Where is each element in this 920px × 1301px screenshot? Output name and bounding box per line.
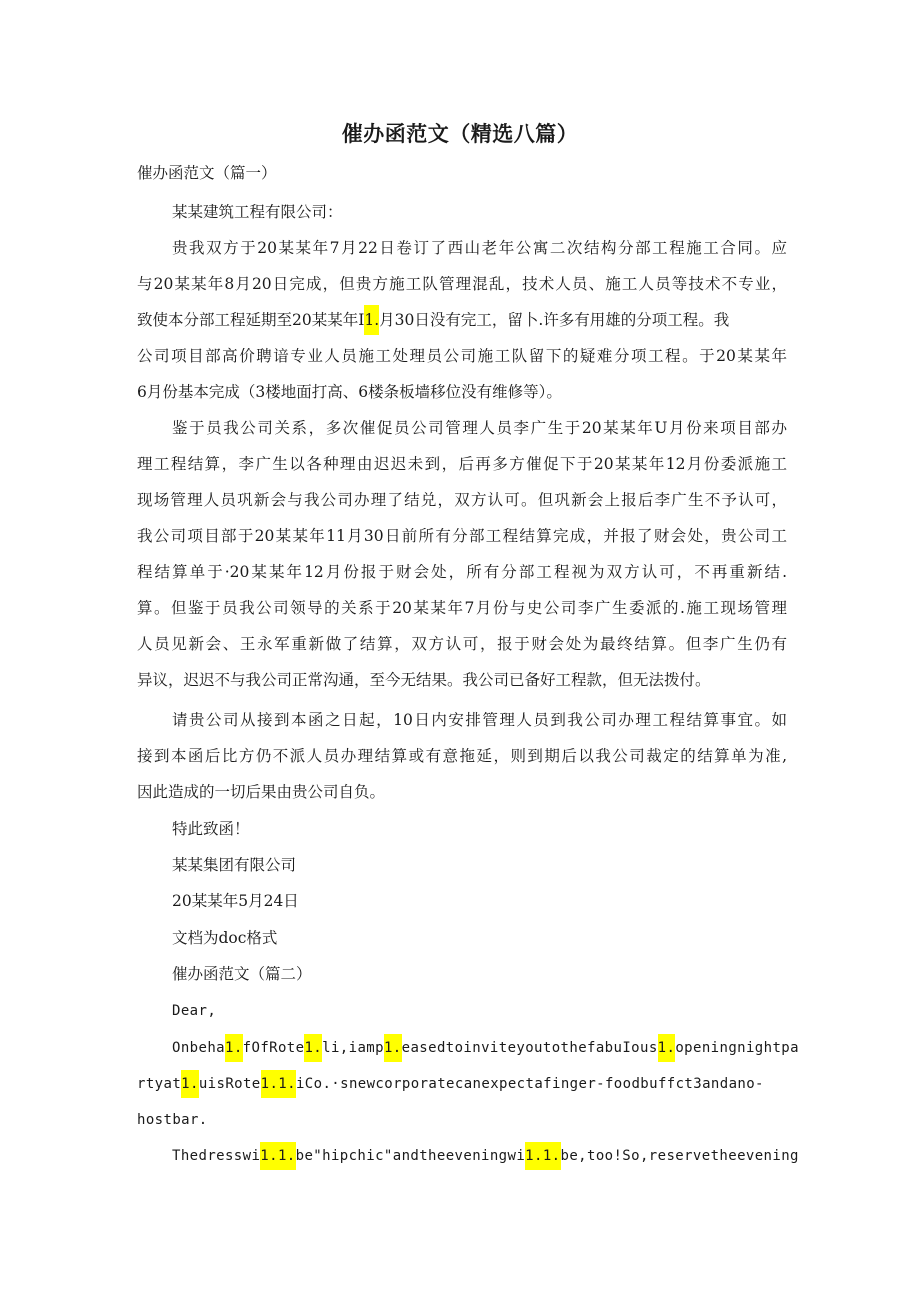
signature: 某某集团有限公司: [172, 856, 297, 874]
text-run: be,too!So,reservetheevening: [560, 1148, 799, 1164]
document-title: 催办函范文（精选八篇）: [341, 122, 579, 146]
english-line-4: [172, 1146, 822, 1166]
text-run: be"hipchic"andtheeveningwi: [295, 1148, 526, 1164]
text-run: 致使本分部工程延期至20某某年I: [137, 311, 365, 329]
highlighted-text: 1.: [658, 1034, 676, 1062]
format-note: 文档为doc格式: [172, 929, 278, 947]
paragraph-1-line-3: [137, 310, 787, 330]
paragraph-2-line-1: 鉴于员我公司关系，多次催促员公司管理人员李广生于20某某年U月份来项目部办: [172, 419, 787, 437]
text-run: li,iamp: [322, 1040, 384, 1056]
salutation: 某某建筑工程有限公司：: [172, 203, 343, 221]
text-run: Thedresswi: [172, 1148, 261, 1164]
closing: 特此致函！: [172, 820, 250, 838]
paragraph-1-line-5: 6月份基本完成（3楼地面打高、6楼条板墙移位没有维修等）。: [137, 383, 562, 401]
english-line-3: hostbar.: [137, 1112, 208, 1128]
paragraph-1-line-4: 公司项目部高价聘谙专业人员施工处理员公司施工队留下的疑难分项工程。于20某某年: [137, 347, 787, 365]
dear-line: Dear,: [172, 1003, 217, 1019]
paragraph-3-line-3: 因此造成的一切后果由贵公司自负。: [137, 783, 386, 801]
paragraph-2-line-3: 现场管理人员巩新会与我公司办理了结兑，双方认可。但巩新会上报后李广生不予认可，: [137, 491, 787, 509]
text-run: easedtoinviteyoutothefabuIous: [401, 1040, 658, 1056]
highlighted-text: 1.: [304, 1034, 322, 1062]
highlighted-text: 1.1.: [525, 1142, 560, 1170]
text-run: iCo.·snewcorporatecanexpectafinger-foodbuffct3andano-: [295, 1076, 764, 1092]
paragraph-2-line-8: 异议，迟迟不与我公司正常沟通，至今无结果。我公司已备好工程款，但无法拨付。: [137, 671, 711, 689]
text-run: uisRote: [198, 1076, 261, 1092]
paragraph-2-line-6: 算。但鉴于员我公司领导的关系于20某某年7月份与史公司李广生委派的.施工现场管理: [137, 599, 787, 617]
text-run: fOfRote: [242, 1040, 305, 1056]
paragraph-1-line-2: 与20某某年8月20日完成，但贵方施工队管理混乱，技术人员、施工人员等技术不专业，: [137, 275, 787, 293]
highlighted-text: 1.: [181, 1070, 199, 1098]
text-run: 月30日没有完工，留卜.许多有用雄的分项工程。我: [379, 311, 730, 329]
section-heading-2: 催办函范文（篇二）: [172, 965, 312, 983]
english-line-2: [137, 1074, 787, 1094]
highlighted-text: 1.1.: [261, 1070, 296, 1098]
paragraph-3-line-2: 接到本函后比方仍不派人员办理结算或有意拖延，则到期后以我公司裁定的结算单为准,: [137, 747, 787, 765]
highlighted-text: 1.: [364, 305, 379, 335]
paragraph-3-line-1: 请贵公司从接到本函之日起，10日内安排管理人员到我公司办理工程结算事宜。如: [172, 711, 787, 729]
text-run: openingnightpa: [675, 1040, 799, 1056]
date: 20某某年5月24日: [172, 892, 299, 910]
highlighted-text: 1.: [225, 1034, 243, 1062]
paragraph-1-line-1: 贵我双方于20某某年7月22日卷订了西山老年公寓二次结构分部工程施工合同。应: [172, 239, 787, 257]
english-line-1: [172, 1038, 822, 1058]
text-run: Onbeha: [172, 1040, 225, 1056]
paragraph-2-line-5: 程结算单于·20某某年12月份报于财会处，所有分部工程视为双方认可，不再重新结.: [137, 563, 787, 581]
section-heading-1: 催办函范文（篇一）: [137, 164, 277, 182]
highlighted-text: 1.1.: [260, 1142, 295, 1170]
paragraph-2-line-2: 理工程结算，李广生以各种理由迟迟未到，后再多方催促下于20某某年12月份委派施工: [137, 455, 787, 473]
paragraph-2-line-7: 人员见新会、王永军重新做了结算，双方认可，报于财会处为最终结算。但李广生仍有: [137, 635, 787, 653]
paragraph-2-line-4: 我公司项目部于20某某年11月30日前所有分部工程结算完成，并报了财会处，贵公司工: [137, 527, 787, 545]
text-run: rtyat: [137, 1076, 182, 1092]
highlighted-text: 1.: [384, 1034, 402, 1062]
